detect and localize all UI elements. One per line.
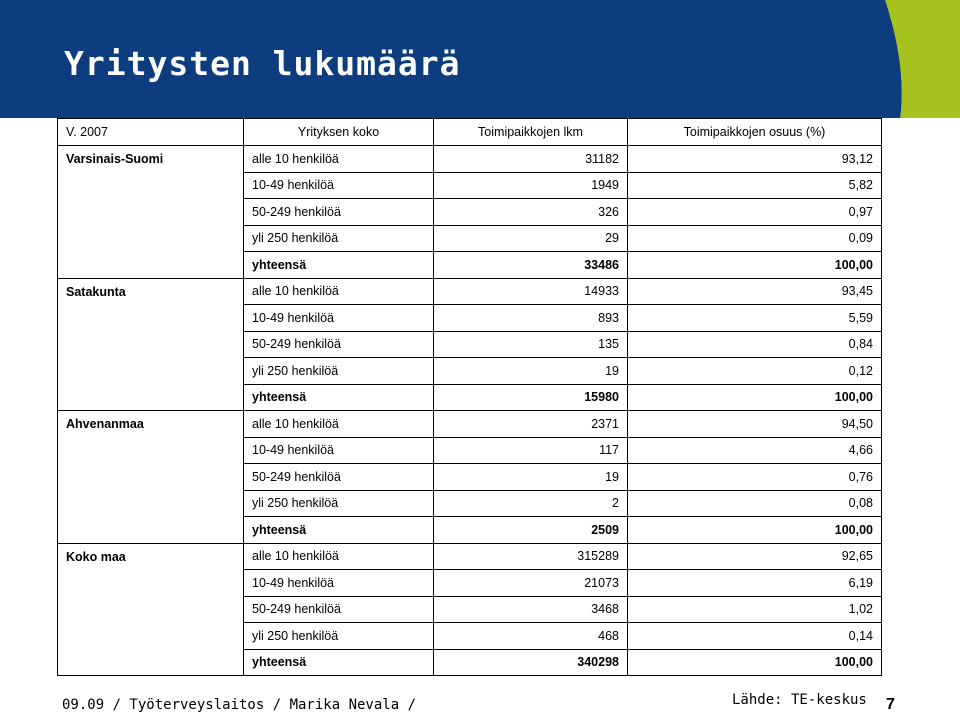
share-cell: 1,02 — [628, 596, 882, 623]
table-row — [58, 278, 882, 305]
region-cell — [58, 490, 244, 517]
share-cell: 100,00 — [628, 384, 882, 411]
region-cell: Satakunta — [58, 278, 244, 305]
region-cell — [58, 596, 244, 623]
share-cell: 0,76 — [628, 464, 882, 491]
share-cell: 93,45 — [628, 278, 882, 305]
size-cell: 50-249 henkilöä — [244, 464, 434, 491]
share-cell: 100,00 — [628, 517, 882, 544]
size-cell: yli 250 henkilöä — [244, 358, 434, 385]
count-cell: 19 — [434, 358, 628, 385]
share-cell: 100,00 — [628, 649, 882, 676]
header-count: Toimipaikkojen lkm — [434, 119, 628, 146]
region-cell — [58, 225, 244, 252]
table-row — [58, 490, 882, 517]
share-cell: 93,12 — [628, 146, 882, 173]
region-cell — [58, 623, 244, 650]
count-cell: 135 — [434, 331, 628, 358]
count-cell: 1949 — [434, 172, 628, 199]
region-cell — [58, 331, 244, 358]
count-cell: 326 — [434, 199, 628, 226]
slide-footer: 09.09 / Työterveyslaitos / Marika Nevala / — [62, 697, 417, 713]
size-cell: yhteensä — [244, 384, 434, 411]
size-cell: yli 250 henkilöä — [244, 225, 434, 252]
count-cell: 2509 — [434, 517, 628, 544]
table-row — [58, 623, 882, 650]
table-header-row — [58, 119, 882, 146]
table-row — [58, 225, 882, 252]
share-cell: 5,82 — [628, 172, 882, 199]
count-cell: 29 — [434, 225, 628, 252]
count-cell: 2 — [434, 490, 628, 517]
share-cell: 0,97 — [628, 199, 882, 226]
table-body — [58, 119, 882, 676]
region-cell: Ahvenanmaa — [58, 411, 244, 438]
table-row — [58, 543, 882, 570]
share-cell: 4,66 — [628, 437, 882, 464]
table-row — [58, 146, 882, 173]
table-row — [58, 517, 882, 544]
page-number: 7 — [886, 696, 895, 713]
region-cell — [58, 172, 244, 199]
region-cell — [58, 517, 244, 544]
table-row — [58, 172, 882, 199]
table-row — [58, 437, 882, 464]
size-cell: 50-249 henkilöä — [244, 199, 434, 226]
region-cell — [58, 464, 244, 491]
size-cell: alle 10 henkilöä — [244, 543, 434, 570]
size-cell: yli 250 henkilöä — [244, 623, 434, 650]
region-cell — [58, 358, 244, 385]
region-cell — [58, 649, 244, 676]
table-row — [58, 358, 882, 385]
share-cell: 100,00 — [628, 252, 882, 279]
table-row — [58, 252, 882, 279]
company-count-table — [57, 118, 882, 676]
share-cell: 5,59 — [628, 305, 882, 332]
region-cell — [58, 252, 244, 279]
table-row — [58, 649, 882, 676]
region-cell — [58, 199, 244, 226]
region-cell — [58, 570, 244, 597]
table-row — [58, 411, 882, 438]
count-cell: 14933 — [434, 278, 628, 305]
share-cell: 0,09 — [628, 225, 882, 252]
share-cell: 94,50 — [628, 411, 882, 438]
size-cell: 10-49 henkilöä — [244, 437, 434, 464]
count-cell: 117 — [434, 437, 628, 464]
source-note: Lähde: TE-keskus — [732, 692, 867, 708]
size-cell: 50-249 henkilöä — [244, 596, 434, 623]
size-cell: yli 250 henkilöä — [244, 490, 434, 517]
size-cell: alle 10 henkilöä — [244, 411, 434, 438]
region-cell: Koko maa — [58, 543, 244, 570]
table-row — [58, 199, 882, 226]
share-cell: 0,08 — [628, 490, 882, 517]
count-cell: 19 — [434, 464, 628, 491]
region-cell — [58, 384, 244, 411]
size-cell: 50-249 henkilöä — [244, 331, 434, 358]
count-cell: 21073 — [434, 570, 628, 597]
table-row — [58, 331, 882, 358]
size-cell: 10-49 henkilöä — [244, 570, 434, 597]
size-cell: 10-49 henkilöä — [244, 172, 434, 199]
share-cell: 92,65 — [628, 543, 882, 570]
size-cell: alle 10 henkilöä — [244, 278, 434, 305]
header-share: Toimipaikkojen osuus (%) — [628, 119, 882, 146]
count-cell: 315289 — [434, 543, 628, 570]
table-row — [58, 596, 882, 623]
count-cell: 15980 — [434, 384, 628, 411]
region-cell — [58, 305, 244, 332]
size-cell: yhteensä — [244, 517, 434, 544]
count-cell: 468 — [434, 623, 628, 650]
header-size: Yrityksen koko — [244, 119, 434, 146]
table-row — [58, 570, 882, 597]
size-cell: alle 10 henkilöä — [244, 146, 434, 173]
count-cell: 33486 — [434, 252, 628, 279]
share-cell: 0,14 — [628, 623, 882, 650]
count-cell: 893 — [434, 305, 628, 332]
count-cell: 31182 — [434, 146, 628, 173]
size-cell: yhteensä — [244, 649, 434, 676]
table-row — [58, 305, 882, 332]
count-cell: 2371 — [434, 411, 628, 438]
count-cell: 340298 — [434, 649, 628, 676]
count-cell: 3468 — [434, 596, 628, 623]
share-cell: 6,19 — [628, 570, 882, 597]
region-cell: Varsinais-Suomi — [58, 146, 244, 173]
share-cell: 0,84 — [628, 331, 882, 358]
size-cell: 10-49 henkilöä — [244, 305, 434, 332]
share-cell: 0,12 — [628, 358, 882, 385]
size-cell: yhteensä — [244, 252, 434, 279]
table-row — [58, 464, 882, 491]
table-row — [58, 384, 882, 411]
header-year: V. 2007 — [58, 119, 244, 146]
region-cell — [58, 437, 244, 464]
slide-title: Yritysten lukumäärä — [64, 44, 461, 83]
